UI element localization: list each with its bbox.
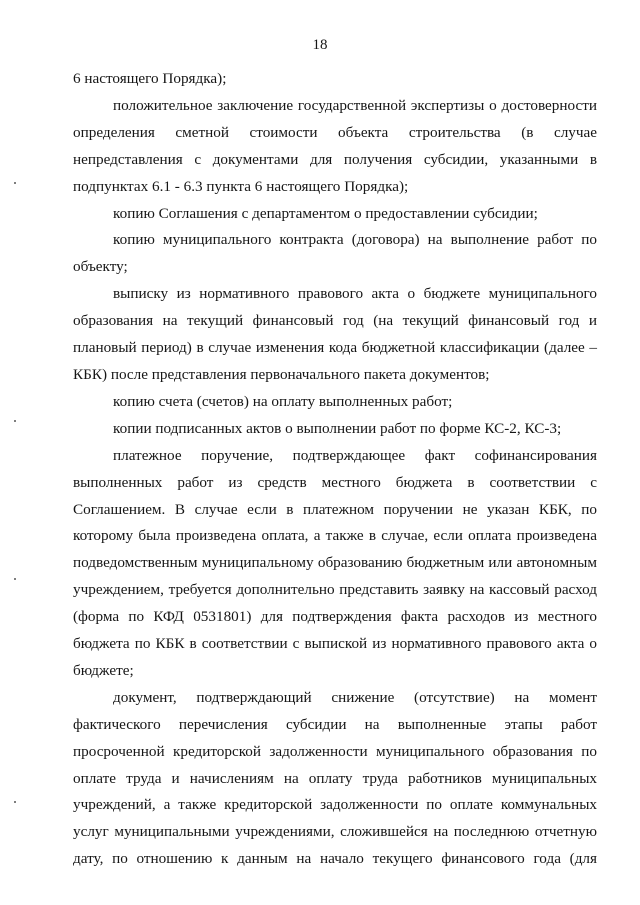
paragraph-agreement-copy: копию Соглашения с департаментом о предоставлении субсидии; bbox=[113, 204, 538, 222]
paragraph-payment-order: платежное поручение, подтверждающее факт софинансирования выполненных работ из средств местного бюджета в соответствии с Соглашением. В случае если в платежном поручении не указан КБК, по которому была произведена оплата, а также в случае, если оплата произведена подведомственным муниципальному образованию бюджетным или автономным учреждением, требуется дополнительно представить заявку на кассовый расход (форма по КФД 0531801) для подтверждения факта расходов из местного бюджета по КБК в соответствии с выпиской из нормативного правового акта о бюджете; bbox=[73, 446, 597, 679]
scan-mark bbox=[14, 182, 16, 184]
page-number: 18 bbox=[312, 37, 328, 53]
paragraph-acts-copy: копии подписанных актов о выполнении работ по форме КС-2, КС-3; bbox=[113, 419, 562, 437]
document-body bbox=[73, 66, 597, 873]
paragraph-continuation: 6 настоящего Порядка); bbox=[73, 70, 227, 87]
paragraph-invoice-copy: копию счета (счетов) на оплату выполненных работ; bbox=[113, 392, 453, 410]
scan-mark bbox=[14, 801, 16, 803]
scan-mark bbox=[14, 420, 16, 422]
paragraph-expertise-conclusion: положительное заключение государственной экспертизы о достоверности определения сметной стоимости объекта строительства (в случае непредставления с документами для получения субсидии, указанными в подпунктах 6.1 - 6.3 пункта 6 настоящего Порядка); bbox=[73, 96, 597, 195]
paragraph-budget-extract: выписку из нормативного правового акта о бюджете муниципального образования на текущий финансовый год (на текущий финансовый год и плановый период) в случае изменения кода бюджетной классификации (далее – КБК) после представления первоначального пакета документов; bbox=[73, 285, 597, 383]
paragraph-debt-document: документ, подтверждающий снижение (отсутствие) на момент фактического перечисления субсидии на выполненные этапы работ просроченной кредиторской задолженности муниципального образования по оплате труда и начислениям на оплату труда работников муниципальных учреждений, а также кредиторской задолженности по оплате коммунальных услуг муниципальными учреждениями, сложившейся на последнюю отчетную дату, по отношению к данным на начало текущего финансового года (для bbox=[73, 688, 597, 868]
scan-mark bbox=[14, 578, 16, 580]
paragraph-contract-copy: копию муниципального контракта (договора) на выполнение работ по объекту; bbox=[73, 231, 597, 276]
